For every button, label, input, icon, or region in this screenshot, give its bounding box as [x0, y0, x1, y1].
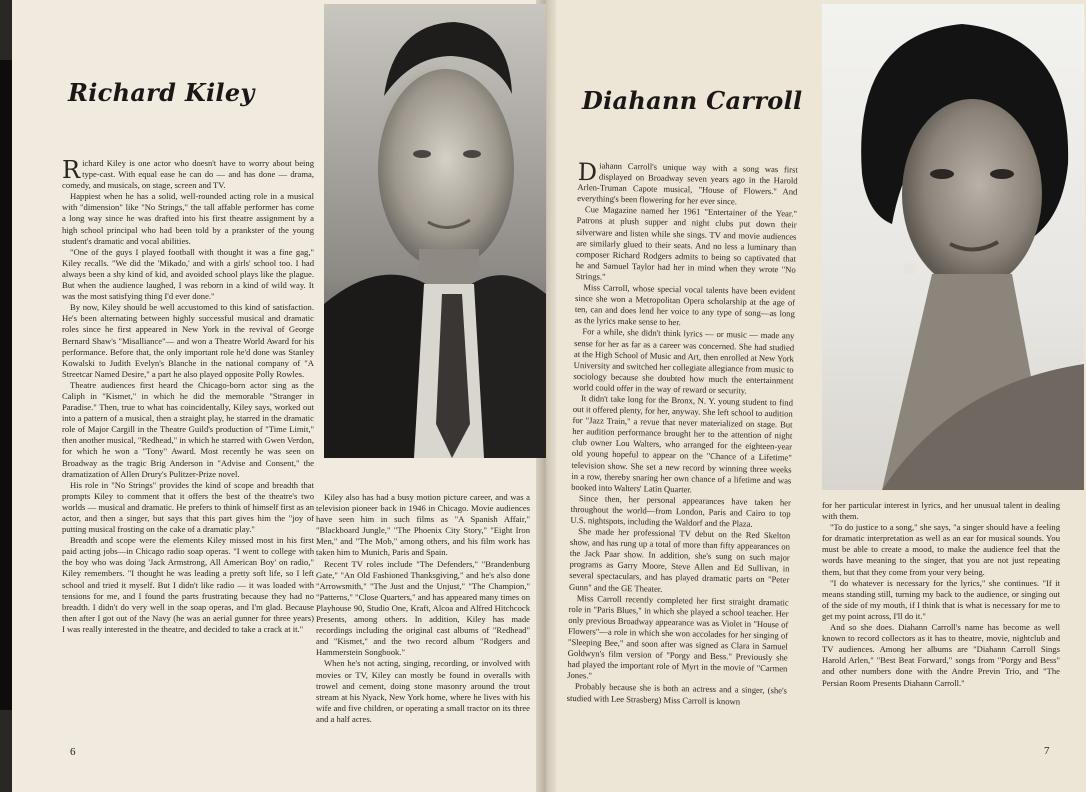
- page-number-left: 6: [70, 746, 76, 758]
- carroll-text-column-1: [567, 160, 798, 708]
- carroll-paragraph: "I do whatever is necessary for the lyrics," she continues. "If it means standing still, turning my back to the audience, or singing out of the side of my mouth, if I think that is what is necessary for me to get my point across, I'll do it.": [822, 577, 1060, 621]
- kiley-paragraph: Kiley also has had a busy motion picture career, and was a television pioneer back in 1946 in Chicago. Movie audiences have seen him in such films as "A Spanish Affair," "Blackboard Jungle," "The Phoenix City Story," "Eight Iron Men," and "The Mob," among others, and his film work has taken him to Munich, Paris and Spain.: [316, 492, 530, 558]
- carroll-article-title: Diahann Carroll: [582, 86, 803, 115]
- drop-cap: D: [577, 158, 598, 187]
- kiley-paragraph: Happiest when he has a solid, well-rounded acting role in a musical with "dimension" like "No Strings," the tall affable performer has come a long way since he was drafted into his first theatre assignment by a high school principal who had been told by a prankster of the young student's dramatic and vocal abilities.: [62, 191, 314, 246]
- kiley-paragraph: "One of the guys I played football with thought it was a fine gag," Kiley recalls. "We did the 'Mikado,' and with a girls' school too. I had always been a shy kind of kid, and avoided school plays like the plague. But when the audience laughed, I was reborn in a kind of wild way. It was the most satisfying thing I'd ever done.": [62, 246, 314, 302]
- kiley-paragraph: Breadth and scope were the elements Kiley missed most in his first paid acting jobs—in Chicago radio soap operas. "I went to college with the boy who was doing 'Jack Armstrong, All American Boy' on radio," Kiley remembers. "I thought he was leading a pretty soft life, so I left school and tried it myself. But I didn't like radio — it was loaded with tensions for me, and I found the parts frustrating because they had no breadth. I didn't do very well in the soap operas, and I'm glad. Because then after I got out of the Navy (he was an aerial gunner for three years) I was really interested in the theatre, and decided to take a crack at it.": [62, 535, 314, 634]
- kiley-text-column-1: [62, 158, 314, 635]
- carroll-paragraph: Since then, her personal appearances have taken her throughout the world—from London, Paris and Cairo to top U.S. nightspots, including the Waldorf and the Plaza.: [570, 492, 791, 529]
- carroll-paragraph: And so she does. Diahann Carroll's name has become as well known to record collectors as it has to theatre, movie, nightclub and TV audiences. Among her albums are "Diahann Carroll Sings Harold Arlen," "Best Beat Forward," songs from "Porgy and Bess" and other numbers done with the Andre Previn Trio, and "The Persian Room Presents Diahann Carroll.": [822, 622, 1060, 688]
- kiley-paragraph: ichard Kiley is one actor who doesn't have to worry about being type-cast. With equal ease he can do — and has done — drama, comedy, and musicals, on stage, screen and TV.: [62, 158, 314, 191]
- carroll-paragraph: "To do justice to a song," she says, "a singer should have a feeling for dramatic interpretation as well as an ear for musical sounds. You must be able to create a mood, to make the audience feel that the words have meaning to the singer, that you are not just repeating them, but that they come from your very being.: [822, 522, 1060, 577]
- book-edge: [0, 60, 12, 710]
- carroll-portrait-photo: [822, 4, 1084, 490]
- kiley-portrait-photo: [324, 4, 546, 458]
- kiley-paragraph: By now, Kiley should be well accustomed to this kind of satisfaction. He's been alternating between highly successful musical and dramatic roles since he first appeared in New York in the revival of George Bernard Shaw's "Misalliance"— and won a Theatre World Award for his performance. Before that, the only important role he'd done was Stanley Kowalski to Judith Evelyn's Blanche in the national company of "A Streetcar Named Desire," a part he also played opposite Polly Rowles.: [62, 302, 314, 379]
- carroll-text-column-2: [822, 500, 1060, 689]
- carroll-paragraph: Cue Magazine named her 1961 "Entertainer of the Year." Patrons at plush supper and night clubs put down their silverware and listen while she sings. TV and movie audiences are similarly glued to their seats. And no less a luminary than composer Richard Rodgers admits to being so captivated that he and Samuel Taylor had her in mind when they wrote "No Strings.": [575, 204, 798, 282]
- kiley-portrait-illustration: [324, 4, 546, 458]
- kiley-paragraph: His role in "No Strings" provides the kind of scope and breadth that prompts Kiley to comment that it offers the best of the theatre's two worlds — musical and dramatic. He prefers to think of himself first as an actor, and then a singer, but says that this part gives him the "joy of putting musical frosting on the cake of a dramatic play.": [62, 479, 314, 535]
- carroll-paragraph: Miss Carroll, whose special vocal talents have been evident since she won a Metropolitan Opera scholarship at the age of ten, can and does lend her voice to any type of song—as long as the lyrics make sense to her.: [574, 282, 796, 328]
- carroll-paragraph: Probably because she is both an actress and a singer, (she's studied with Lee Strasberg) Miss Carroll is known: [566, 681, 788, 707]
- kiley-article-title: Richard Kiley: [68, 78, 255, 107]
- carroll-paragraph: for her particular interest in lyrics, and her unusual talent in dealing with them.: [822, 500, 1060, 522]
- carroll-paragraph: It didn't take long for the Bronx, N. Y. young student to find out it offered plenty, for her, anyway. She left school to audition for "Jazz Train," a revue that never materialized on stage. But her audition performance brought her to the attention of night club owner Lou Walters, who arranged for the eighteen-year old young hopeful to appear on the "Chance of a Lifetime" television show. She set a new record by winning three weeks in a row, thereby snaring her own chance of a lifetime and was booked into Walters' Latin Quarter.: [571, 393, 794, 495]
- kiley-text-column-2: [316, 492, 530, 725]
- carroll-paragraph: iahann Carroll's unique way with a song was first displayed on Broadway seven years ago in the Harold Arlen-Truman Capote musical, "House of Flowers." And everything's been flowering for her ever since.: [577, 160, 798, 207]
- carroll-paragraph: She made her professional TV debut on the Red Skelton show, and has rung up a total of more than fifty appearances on the Jack Paar show. In addition, she's sung on such major programs as Garry Moore, Steve Allen and Ed Sullivan, in several spectaculars, and has played dramatic parts on "Peter Gunn" and the GE Theater.: [568, 526, 791, 594]
- carroll-paragraph: Miss Carroll recently completed her first straight dramatic role in "Paris Blues," in which she played a school teacher. Her only previous Broadway appearance was as Violet in "House of Flowers"—a role in which she won accolades for her singing of "Sleeping Bee," and soon after was signed as Clara in Samuel Goldwyn's film version of "Porgy and Bess." Previously she had played the important role of Myrt in the movie of "Carmen Jones.": [567, 592, 789, 681]
- kiley-paragraph: Theatre audiences first heard the Chicago-born actor sing as the Caliph in "Kismet," in which he did the memorable "Stranger in Paradise." Then, true to what has coincidentally, Kiley says, worked out into a pattern of a musical, then a straight play, he starred in the dramatic role of Major Cargill in the Theatre Guild's production of "Time Limit," then another musical, "Redhead," in which he starred with Gwen Verdon, for which he won a "Tony" Award. Most recently he was seen on Broadway as the tragic Brig Anderson in "Advise and Consent," the dramatization of Allen Drury's Pulitzer-Prize novel.: [62, 379, 314, 479]
- kiley-paragraph: Recent TV roles include "The Defenders," "Brandenburg Gate," "An Old Fashioned Thanksgiving," and he's also done "Arrowsmith," "The Just and the Unjust," "The Champion," "Patterns," "Close Quarters," and has appeared many times on Playhouse 90, Studio One, Kraft, Alcoa and Alfred Hitchcock Presents, among others. In addition, Kiley has made recordings including the original cast albums of "Redhead" and "Kismet," and the two record album "Rodgers and Hammerstein Songbook.": [316, 558, 530, 658]
- carroll-paragraph: For a while, she didn't think lyrics — or music — made any sense for her as far as a career was concerned. She had studied at the High School of Music and Art, then enrolled at New York University and switched her collegiate allegiance from music to sociology because she doubted how much the entertainment world could offer in the way of reward or security.: [573, 326, 795, 396]
- page-number-right: 7: [1044, 745, 1050, 757]
- kiley-paragraph: When he's not acting, singing, recording, or involved with movies or TV, Kiley can mostly be found in overalls with trowel and cement, doing stone masonry around the trout stream at his Nyack, New York home, where he lives with his wife and five children, or operating a small tractor on its three and a half acres.: [316, 658, 530, 724]
- drop-cap: R: [62, 156, 81, 184]
- carroll-portrait-illustration: [822, 4, 1084, 490]
